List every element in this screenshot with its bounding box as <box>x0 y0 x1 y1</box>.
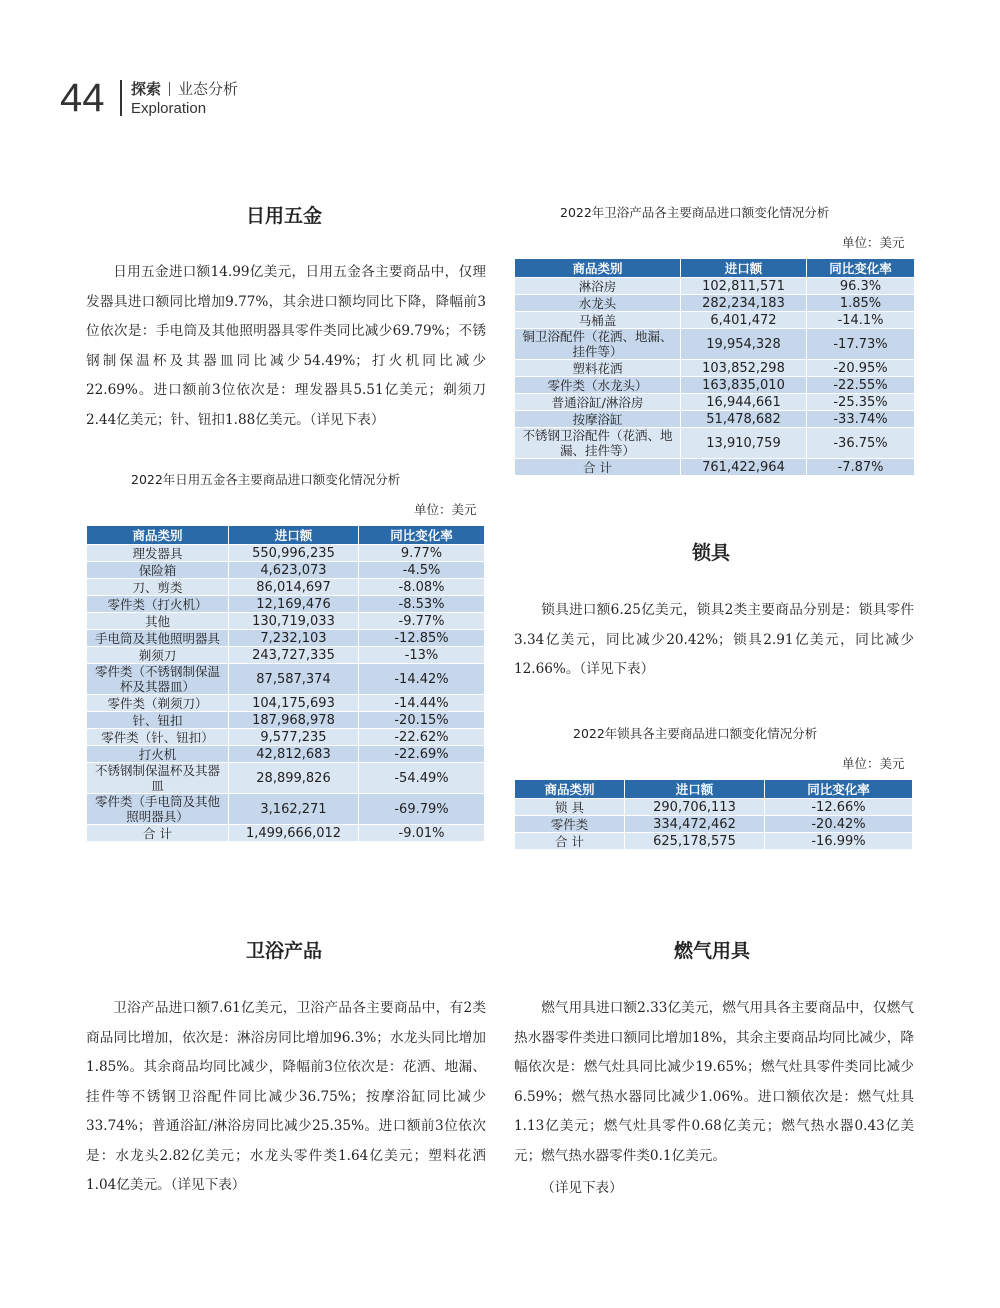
locks-table-caption: 2022年锁具各主要商品进口额变化情况分析 <box>573 726 818 741</box>
change-rate-cell: -4.5% <box>359 562 485 579</box>
page-number: 44 <box>60 76 105 120</box>
import-value-cell: 86,014,697 <box>229 579 359 596</box>
import-value-cell: 761,422,964 <box>681 459 807 476</box>
import-value-cell: 13,910,759 <box>681 428 807 459</box>
category-cell: 合 计 <box>515 459 681 476</box>
change-rate-cell: -22.62% <box>359 729 485 746</box>
category-cell: 零件类（手电筒及其他照明器具） <box>87 794 229 825</box>
import-value-cell: 4,623,073 <box>229 562 359 579</box>
change-rate-cell: -16.99% <box>765 833 913 850</box>
change-rate-cell: -54.49% <box>359 763 485 794</box>
change-rate-cell: -69.79% <box>359 794 485 825</box>
hardware-paragraph: 日用五金进口额14.99亿美元，日用五金各主要商品中，仅理发器具进口额同比增加9.77%，其余进口额均同比下降，降幅前3位依次是：手电筒及其他照明器具零件类同比减少69.79%；不锈钢制保温杯及其器皿同比减少54.49%；打火机同比减少22.69%。进口额前3位依次是：理发器具5.51亿美元；剃须刀2.44亿美元；针、钮扣1.88亿美元。（详见下表） <box>86 264 486 428</box>
locks-table <box>514 779 913 850</box>
table-row <box>515 394 915 411</box>
table-row <box>87 664 485 695</box>
table-header-row <box>87 526 485 545</box>
bathroom-table-unit: 单位：美元 <box>842 235 905 250</box>
import-value-cell: 7,232,103 <box>229 630 359 647</box>
import-value-cell: 28,899,826 <box>229 763 359 794</box>
bathroom-title: 卫浴产品 <box>246 940 323 962</box>
table-row <box>87 630 485 647</box>
column-header: 商品类别 <box>515 780 625 799</box>
change-rate-cell: -17.73% <box>807 329 915 360</box>
locks-title: 锁具 <box>692 542 731 564</box>
table-row <box>515 411 915 428</box>
column-header: 进口额 <box>229 526 359 545</box>
import-value-cell: 130,719,033 <box>229 613 359 630</box>
change-rate-cell: -14.1% <box>807 312 915 329</box>
locks-table-unit: 单位：美元 <box>842 756 905 771</box>
category-cell: 针、钮扣 <box>87 712 229 729</box>
column-header: 进口额 <box>681 259 807 278</box>
change-rate-cell: -12.66% <box>765 799 913 816</box>
gas-note: （详见下表） <box>541 1180 623 1196</box>
column-header: 同比变化率 <box>359 526 485 545</box>
locks-table-body <box>515 799 913 850</box>
table-row <box>87 545 485 562</box>
table-row <box>87 613 485 630</box>
bathroom-table-body <box>515 278 915 476</box>
header-section <box>131 78 238 99</box>
table-row <box>515 295 915 312</box>
category-cell: 零件类（针、钮扣） <box>87 729 229 746</box>
table-row <box>515 428 915 459</box>
header-separator <box>169 82 170 96</box>
hardware-table-body <box>87 545 485 842</box>
bathroom-table-caption: 2022年卫浴产品各主要商品进口额变化情况分析 <box>560 205 830 220</box>
import-value-cell: 1,499,666,012 <box>229 825 359 842</box>
column-header: 同比变化率 <box>765 780 913 799</box>
column-header: 商品类别 <box>515 259 681 278</box>
change-rate-cell: -12.85% <box>359 630 485 647</box>
table-row <box>515 799 913 816</box>
table-header-row <box>515 780 913 799</box>
table-row <box>515 833 913 850</box>
change-rate-cell: -9.01% <box>359 825 485 842</box>
table-row <box>87 562 485 579</box>
change-rate-cell: -13% <box>359 647 485 664</box>
hardware-table-unit: 单位：美元 <box>414 502 477 517</box>
import-value-cell: 87,587,374 <box>229 664 359 695</box>
category-cell: 按摩浴缸 <box>515 411 681 428</box>
import-value-cell: 290,706,113 <box>625 799 765 816</box>
category-cell: 手电筒及其他照明器具 <box>87 630 229 647</box>
category-cell: 零件类（剃须刀） <box>87 695 229 712</box>
category-cell: 零件类 <box>515 816 625 833</box>
category-cell: 马桶盖 <box>515 312 681 329</box>
column-header: 同比变化率 <box>807 259 915 278</box>
table-row <box>87 729 485 746</box>
column-header: 商品类别 <box>87 526 229 545</box>
table-row <box>515 816 913 833</box>
import-value-cell: 104,175,693 <box>229 695 359 712</box>
category-cell: 其他 <box>87 613 229 630</box>
gas-paragraph: 燃气用具进口额2.33亿美元，燃气用具各主要商品中，仅燃气热水器零件类进口额同比增加18%，其余主要商品均同比减少，降幅依次是：燃气灶具同比减少19.65%；燃气灶具零件类同比减少6.59%；燃气热水器同比减少1.06%。进口额依次是：燃气灶具1.13亿美元；燃气灶具零件0.68亿美元；燃气热水器0.43亿美元；燃气热水器零件类0.1亿美元。 <box>514 1000 914 1164</box>
locks-paragraph: 锁具进口额6.25亿美元，锁具2类主要商品分别是：锁具零件3.34亿美元，同比减少20.42%；锁具2.91亿美元，同比减少12.66%。（详见下表） <box>514 602 914 677</box>
import-value-cell: 334,472,462 <box>625 816 765 833</box>
change-rate-cell: -9.77% <box>359 613 485 630</box>
change-rate-cell: -14.42% <box>359 664 485 695</box>
change-rate-cell: -14.44% <box>359 695 485 712</box>
table-row <box>515 312 915 329</box>
hardware-table <box>86 525 485 842</box>
table-row <box>515 360 915 377</box>
table-row <box>87 794 485 825</box>
table-row <box>515 459 915 476</box>
change-rate-cell: -22.69% <box>359 746 485 763</box>
category-cell: 淋浴房 <box>515 278 681 295</box>
hardware-table-caption: 2022年日用五金各主要商品进口额变化情况分析 <box>131 472 401 487</box>
header-english: Exploration <box>131 100 207 117</box>
table-row <box>87 695 485 712</box>
bathroom-paragraph: 卫浴产品进口额7.61亿美元，卫浴产品各主要商品中，有2类商品同比增加，依次是：淋浴房同比增加96.3%；水龙头同比增加1.85%。其余商品均同比减少，降幅前3位依次是：花洒、地漏、挂件等不锈钢卫浴配件同比减少36.75%；按摩浴缸同比减少33.74%；普通浴缸/淋浴房同比减少25.35%。进口额前3位依次是：水龙头2.82亿美元；水龙头零件类1.64亿美元；塑料花洒1.04亿美元。（详见下表） <box>86 1000 486 1193</box>
header-subsection: 业态分析 <box>178 80 239 98</box>
category-cell: 不锈钢制保温杯及其器皿 <box>87 763 229 794</box>
import-value-cell: 3,162,271 <box>229 794 359 825</box>
bathroom-table <box>514 258 915 476</box>
hardware-title: 日用五金 <box>246 205 323 227</box>
category-cell: 合 计 <box>87 825 229 842</box>
import-value-cell: 51,478,682 <box>681 411 807 428</box>
category-cell: 刀、剪类 <box>87 579 229 596</box>
table-row <box>87 579 485 596</box>
import-value-cell: 550,996,235 <box>229 545 359 562</box>
change-rate-cell: -25.35% <box>807 394 915 411</box>
import-value-cell: 16,944,661 <box>681 394 807 411</box>
column-header: 进口额 <box>625 780 765 799</box>
category-cell: 保险箱 <box>87 562 229 579</box>
import-value-cell: 102,811,571 <box>681 278 807 295</box>
header-section-title: 探索 <box>131 80 162 98</box>
change-rate-cell: 1.85% <box>807 295 915 312</box>
category-cell: 水龙头 <box>515 295 681 312</box>
import-value-cell: 19,954,328 <box>681 329 807 360</box>
table-row <box>515 278 915 295</box>
category-cell: 普通浴缸/淋浴房 <box>515 394 681 411</box>
category-cell: 理发器具 <box>87 545 229 562</box>
import-value-cell: 625,178,575 <box>625 833 765 850</box>
change-rate-cell: 96.3% <box>807 278 915 295</box>
import-value-cell: 9,577,235 <box>229 729 359 746</box>
category-cell: 零件类（水龙头） <box>515 377 681 394</box>
change-rate-cell: -20.95% <box>807 360 915 377</box>
category-cell: 不锈钢卫浴配件（花洒、地漏、挂件等） <box>515 428 681 459</box>
table-row <box>87 746 485 763</box>
category-cell: 零件类（打火机） <box>87 596 229 613</box>
change-rate-cell: -20.15% <box>359 712 485 729</box>
table-header-row <box>515 259 915 278</box>
change-rate-cell: -20.42% <box>765 816 913 833</box>
import-value-cell: 163,835,010 <box>681 377 807 394</box>
change-rate-cell: -36.75% <box>807 428 915 459</box>
category-cell: 塑料花洒 <box>515 360 681 377</box>
category-cell: 锁 具 <box>515 799 625 816</box>
change-rate-cell: -33.74% <box>807 411 915 428</box>
import-value-cell: 103,852,298 <box>681 360 807 377</box>
change-rate-cell: -22.55% <box>807 377 915 394</box>
header-divider <box>120 80 122 116</box>
import-value-cell: 243,727,335 <box>229 647 359 664</box>
category-cell: 铜卫浴配件（花洒、地漏、挂件等） <box>515 329 681 360</box>
table-row <box>87 596 485 613</box>
change-rate-cell: 9.77% <box>359 545 485 562</box>
category-cell: 剃须刀 <box>87 647 229 664</box>
table-row <box>515 329 915 360</box>
import-value-cell: 282,234,183 <box>681 295 807 312</box>
import-value-cell: 12,169,476 <box>229 596 359 613</box>
table-row <box>515 377 915 394</box>
category-cell: 零件类（不锈钢制保温杯及其器皿） <box>87 664 229 695</box>
import-value-cell: 6,401,472 <box>681 312 807 329</box>
change-rate-cell: -7.87% <box>807 459 915 476</box>
table-row <box>87 712 485 729</box>
import-value-cell: 42,812,683 <box>229 746 359 763</box>
change-rate-cell: -8.53% <box>359 596 485 613</box>
gas-title: 燃气用具 <box>674 940 751 962</box>
table-row <box>87 647 485 664</box>
category-cell: 打火机 <box>87 746 229 763</box>
table-row <box>87 763 485 794</box>
change-rate-cell: -8.08% <box>359 579 485 596</box>
table-row <box>87 825 485 842</box>
category-cell: 合 计 <box>515 833 625 850</box>
import-value-cell: 187,968,978 <box>229 712 359 729</box>
